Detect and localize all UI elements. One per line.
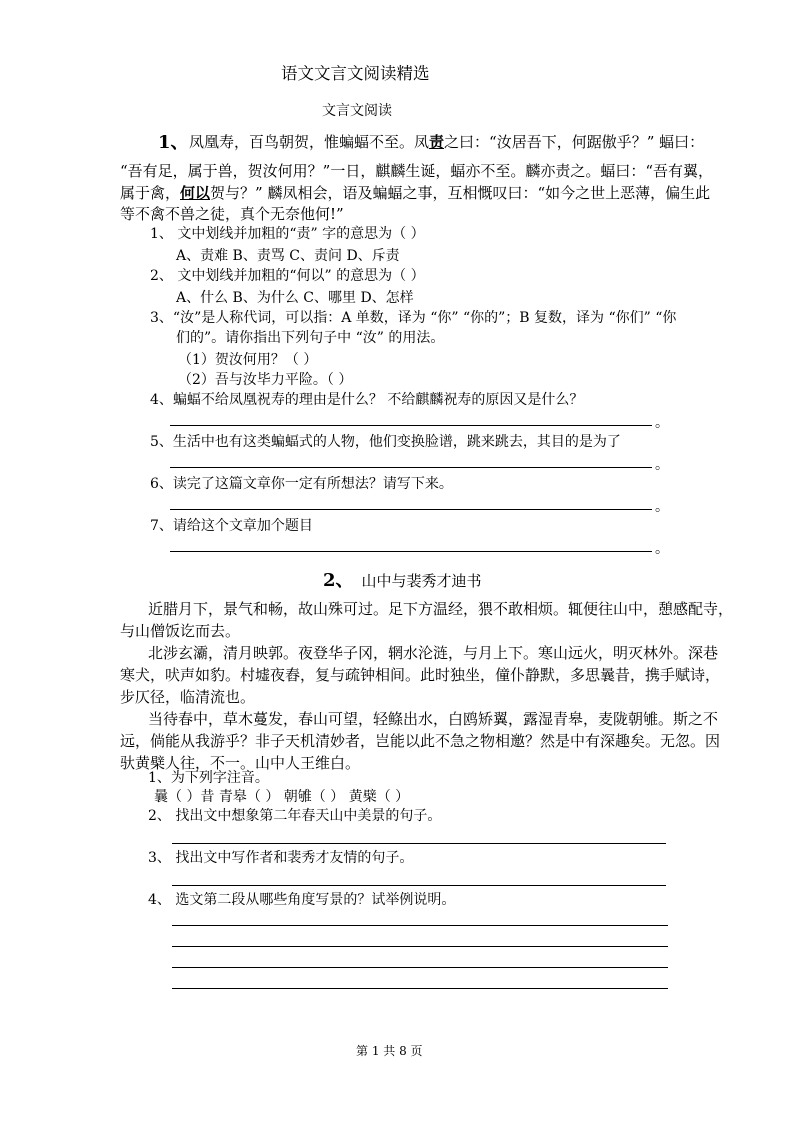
end-mark: 。: [655, 415, 669, 431]
s1-question-3-line2: 们的”。请你指出下列句子中 “汝” 的用法。: [176, 330, 445, 346]
s1-question-3-sub1: （1）贺汝何用？（ ）: [178, 352, 318, 368]
section2-para2-line1: 北涉玄灞，清月映郭。夜登华子冈，辋水沦涟，与月上下。寒山远火，明灭林外。深巷: [148, 644, 719, 662]
end-mark: 。: [655, 499, 669, 515]
s1-question-7: 7、请给这个文章加个题目: [150, 518, 313, 534]
s2-question-1-items: 曩（ ）昔 青皋（ ） 朝雊（ ） 黄檗（ ）: [154, 789, 410, 805]
s2-question-2: 2、 找出文中想象第二年春天山中美景的句子。: [148, 808, 442, 824]
page-footer: 第 1 共 8 页: [356, 1044, 423, 1058]
answer-line[interactable]: [172, 885, 666, 886]
page-title: 语文文言文阅读精选: [281, 64, 430, 83]
s1-question-2-options: A、什么 B、为什么 C、哪里 D、怎样: [176, 290, 414, 306]
s2-question-3: 3、 找出文中写作者和裴秀才友情的句子。: [148, 850, 414, 866]
s1-question-1: 1、 文中划线并加粗的“责” 字的意思为（ ）: [150, 226, 425, 242]
answer-line[interactable]: [172, 925, 668, 926]
section1-passage-line3: 属于禽，何以贺与？” 麟凤相会，语及蝙蝠之事，互相慨叹曰：“如今之世上恶薄，偏生此: [120, 184, 711, 202]
section1-passage-line4: 等不禽不兽之徒，真个无奈他何!”: [120, 205, 344, 223]
s2-question-1: 1、为下列字注音。: [148, 770, 269, 786]
section2-heading: 2、 山中与裴秀才迪书: [323, 570, 482, 591]
answer-line[interactable]: [172, 988, 668, 989]
s1-question-4: 4、蝙蝠不给凤凰祝寿的理由是什么？ 不给麒麟祝寿的原因又是什么？: [150, 392, 584, 408]
s1-question-2: 2、 文中划线并加粗的“何以” 的意思为（ ）: [150, 268, 425, 284]
s1-question-1-options: A、责难 B、责骂 C、责问 D、斥责: [176, 248, 400, 264]
end-mark: 。: [655, 541, 669, 557]
section2-para1-line2: 与山僧饭讫而去。: [120, 622, 241, 640]
section2-para3-line3: 驮黄檗人往，不一。山中人王维白。: [120, 754, 361, 772]
end-mark: 。: [655, 457, 669, 473]
section1-passage-line1: 凤凰寿，百鸟朝贺，惟蝙蝠不至。凤责之曰：“汝居吾下，何踞傲乎？” 蝠曰：: [189, 133, 705, 151]
section2-para3-line2: 远，倘能从我游乎？非子天机清妙者，岂能以此不急之物相邀？然是中有深趣矣。无忽。因: [120, 732, 721, 750]
section1-number: 1、: [158, 132, 189, 153]
section2-para3-line1: 当待春中，草木蔓发，春山可望，轻鲦出水，白鸥矫翼，露湿青皋，麦陇朝雊。斯之不: [148, 710, 719, 728]
answer-line[interactable]: [172, 967, 668, 968]
s2-question-4: 4、 选文第二段从哪些角度写景的？试举例说明。: [148, 892, 456, 908]
s1-question-6: 6、读完了这篇文章你一定有所想法？请写下来。: [150, 476, 453, 492]
section2-para1-line1: 近腊月下，景气和畅，故山殊可过。足下方温经，猥不敢相烦。辄便往山中，憩感配寺，: [148, 600, 734, 618]
section1-passage-line2: “吾有足，属于兽，贺汝何用？”一日，麒麟生诞，蝠亦不至。麟亦责之。蝠曰：“吾有翼，: [120, 162, 714, 180]
answer-line[interactable]: [170, 551, 652, 552]
answer-line[interactable]: [170, 467, 652, 468]
section2-para2-line2: 寒犬，吠声如豹。村墟夜舂，复与疏钟相间。此时独坐，僮仆静默，多思曩昔，携手赋诗，: [120, 666, 721, 684]
emphasized-word-heyi: 何以: [180, 184, 211, 202]
answer-line[interactable]: [172, 843, 666, 844]
s1-question-5: 5、生活中也有这类蝙蝠式的人物，他们变换脸谱，跳来跳去，其目的是为了: [150, 434, 621, 450]
answer-line[interactable]: [172, 946, 668, 947]
s1-question-3-sub2: （2）吾与汝毕力平险。（ ）: [178, 372, 353, 388]
s1-question-3-line1: 3、“汝”是人称代词，可以指：A 单数，译为 “你” “你的”；B 复数，译为 “你们” “你: [150, 310, 677, 326]
answer-line[interactable]: [170, 509, 652, 510]
section2-para2-line3: 步仄径，临清流也。: [120, 688, 256, 706]
emphasized-word-ze: 责: [429, 133, 445, 151]
answer-line[interactable]: [170, 425, 652, 426]
page-subtitle: 文言文阅读: [322, 103, 392, 119]
